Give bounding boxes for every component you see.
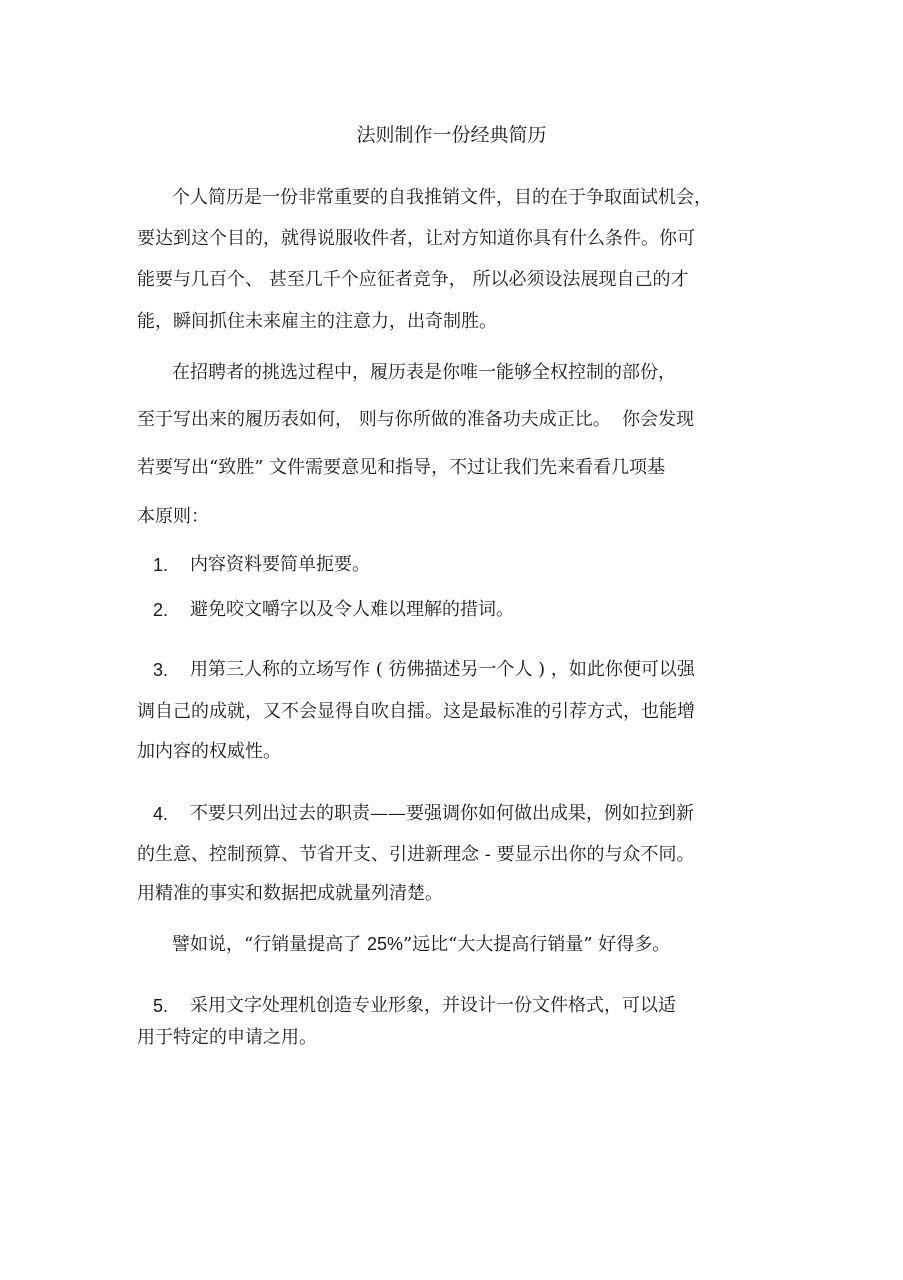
example-part-1: 譬如说，“行销量提高了 bbox=[172, 934, 367, 955]
paragraph-2-line-4: 本原则： bbox=[137, 506, 209, 527]
list-item-3-line-1: 用第三人称的立场写作 ( 彷佛描述另一个人 ) ，如此你便可以强 bbox=[190, 659, 695, 680]
list-item-5-line-1: 采用文字处理机创造专业形象，并设计一份文件格式，可以适 bbox=[190, 995, 676, 1016]
paragraph-1-line-1: 个人简历是一份非常重要的自我推销文件，目的在于争取面试机会， bbox=[172, 187, 712, 208]
example-sentence bbox=[172, 932, 670, 957]
paragraph-2-line-3: 若要写出“致胜” 文件需要意见和指导，不过让我们先来看看几项基 bbox=[137, 457, 666, 478]
list-item-5-line-2: 用于特定的申请之用。 bbox=[137, 1027, 317, 1048]
list-item-3-line-3: 加内容的权威性。 bbox=[137, 741, 281, 762]
example-part-2: ”远比“大大提高行销量” 好得多。 bbox=[402, 934, 671, 955]
list-number-1: 1. bbox=[153, 555, 169, 575]
list-number-4: 4. bbox=[153, 804, 169, 824]
list-item-4-line-2: 的生意、控制预算、节省开支、引进新理念 - 要显示出你的与众不同。 bbox=[137, 844, 695, 865]
document-title: 法则制作一份经典简历 bbox=[356, 124, 547, 146]
list-item-4-line-1: 不要只列出过去的职责——要强调你如何做出成果，例如拉到新 bbox=[190, 803, 694, 824]
paragraph-2-line-2: 至于写出来的履历表如何， 则与你所做的准备功夫成正比。 你会发现 bbox=[137, 409, 695, 430]
list-number-5: 5. bbox=[153, 996, 169, 1016]
list-item-3-line-2: 调自己的成就，又不会显得自吹自擂。这是最标准的引荐方式，也能增 bbox=[137, 701, 695, 722]
paragraph-1-line-4: 能，瞬间抓住未来雇主的注意力，出奇制胜。 bbox=[137, 311, 497, 332]
list-item-2-text: 避免咬文嚼字以及令人难以理解的措词。 bbox=[190, 599, 514, 620]
example-percentage: 25% bbox=[366, 934, 403, 954]
paragraph-1-line-2: 要达到这个目的，就得说服收件者，让对方知道你具有什么条件。你可 bbox=[137, 228, 695, 249]
list-item-4-line-3: 用精准的事实和数据把成就量列清楚。 bbox=[137, 883, 443, 904]
list-item-1-text: 内容资料要简单扼要。 bbox=[190, 554, 370, 575]
paragraph-2-line-1: 在招聘者的挑选过程中，履历表是你唯一能够全权控制的部份， bbox=[172, 362, 676, 383]
list-number-2: 2. bbox=[153, 600, 169, 620]
list-number-3: 3. bbox=[153, 660, 169, 680]
paragraph-1-line-3: 能要与几百个、 甚至几千个应征者竞争， 所以必须设法展现自己的才 bbox=[137, 269, 689, 290]
